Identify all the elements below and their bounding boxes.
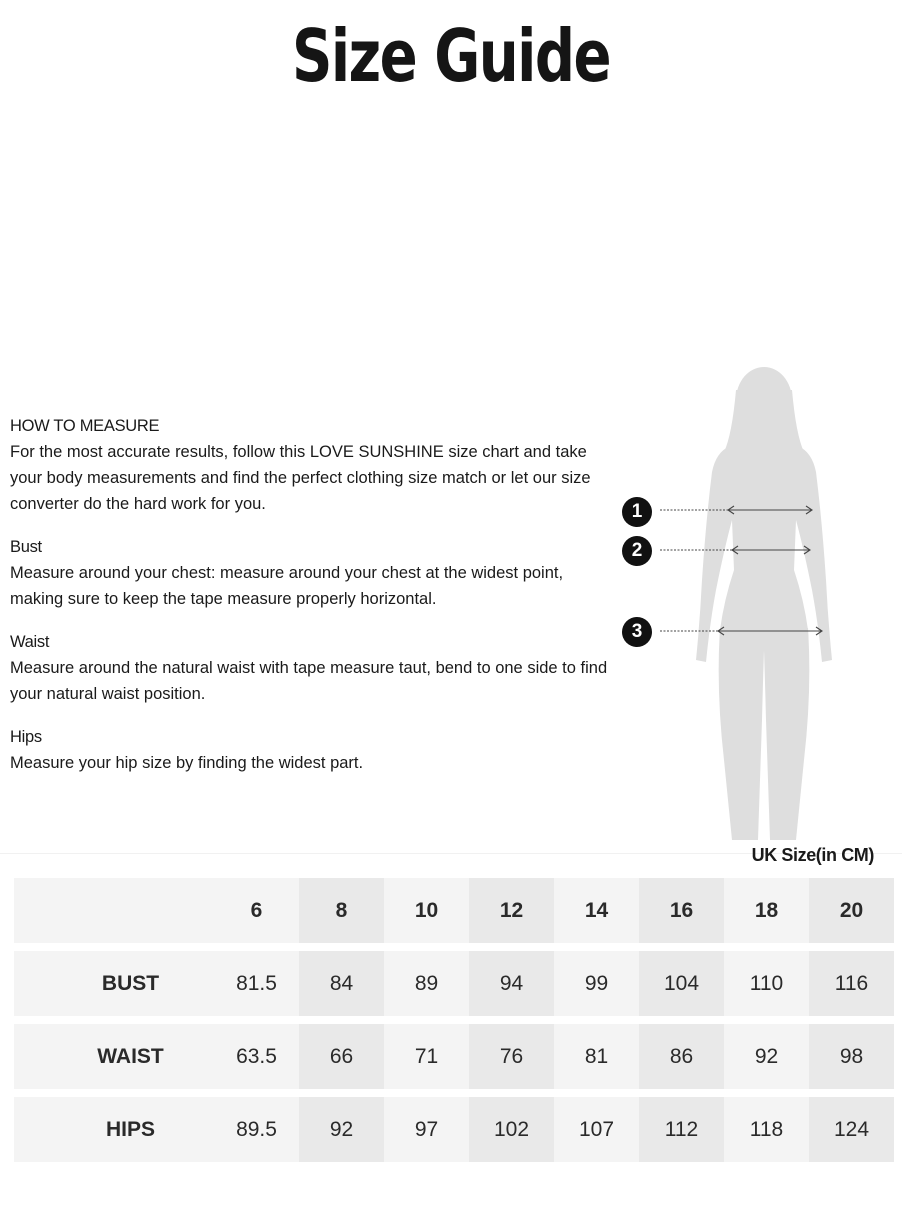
size-header: 18 xyxy=(724,878,809,943)
section-text: Measure around the natural waist with tape measure taut, bend to one side to find your natural waist position. xyxy=(10,659,608,703)
measurement-figure xyxy=(612,360,872,860)
table-cell: 89.5 xyxy=(214,1097,299,1162)
table-row-waist xyxy=(14,1024,894,1089)
size-header: 14 xyxy=(554,878,639,943)
page-title: Size Guide xyxy=(291,14,611,98)
corner-cell xyxy=(14,878,214,943)
table-cell: 99 xyxy=(554,951,639,1016)
table-cell: 98 xyxy=(809,1024,894,1089)
table-cell: 102 xyxy=(469,1097,554,1162)
table-cell: 86 xyxy=(639,1024,724,1089)
unit-label: UK Size(in CM) xyxy=(751,845,874,865)
size-header: 16 xyxy=(639,878,724,943)
section-heading: Bust xyxy=(10,538,42,556)
table-cell: 84 xyxy=(299,951,384,1016)
table-row-hips xyxy=(14,1097,894,1162)
table-cell: 63.5 xyxy=(214,1024,299,1089)
size-table xyxy=(14,870,894,1170)
table-cell: 92 xyxy=(299,1097,384,1162)
table-cell: 118 xyxy=(724,1097,809,1162)
row-label: WAIST xyxy=(14,1024,214,1089)
size-header: 6 xyxy=(214,878,299,943)
table-row-bust xyxy=(14,951,894,1016)
guide-section-bust xyxy=(10,534,610,612)
guide-section-waist xyxy=(10,629,610,707)
section-text: Measure your hip size by finding the widest part. xyxy=(10,754,364,772)
row-label: BUST xyxy=(14,951,214,1016)
table-cell: 116 xyxy=(809,951,894,1016)
size-header: 10 xyxy=(384,878,469,943)
table-cell: 107 xyxy=(554,1097,639,1162)
table-cell: 76 xyxy=(469,1024,554,1089)
table-cell: 110 xyxy=(724,951,809,1016)
marker-1: 1 xyxy=(622,497,652,527)
guide-section-hips xyxy=(10,724,610,776)
body-silhouette-icon xyxy=(612,360,872,860)
size-header: 12 xyxy=(469,878,554,943)
table-cell: 112 xyxy=(639,1097,724,1162)
section-text: Measure around your chest: measure around your chest at the widest point, making sure to keep the tape measure properly horizontal. xyxy=(10,564,564,608)
section-heading: Waist xyxy=(10,633,50,651)
table-cell: 81 xyxy=(554,1024,639,1089)
section-heading: Hips xyxy=(10,728,42,746)
guide-heading: HOW TO MEASURE xyxy=(10,417,160,435)
row-label: HIPS xyxy=(14,1097,214,1162)
table-cell: 104 xyxy=(639,951,724,1016)
marker-3: 3 xyxy=(622,617,652,647)
size-header: 8 xyxy=(299,878,384,943)
guide-intro: For the most accurate results, follow this LOVE SUNSHINE size chart and take your body measurements and find the perfect clothing size match or let our size converter do the hard work for you. xyxy=(10,443,591,513)
table-cell: 92 xyxy=(724,1024,809,1089)
size-header-row xyxy=(14,878,894,943)
marker-2: 2 xyxy=(622,536,652,566)
table-cell: 66 xyxy=(299,1024,384,1089)
measure-guide xyxy=(10,413,610,776)
table-cell: 81.5 xyxy=(214,951,299,1016)
table-cell: 89 xyxy=(384,951,469,1016)
table-cell: 71 xyxy=(384,1024,469,1089)
table-cell: 97 xyxy=(384,1097,469,1162)
size-header: 20 xyxy=(809,878,894,943)
table-cell: 124 xyxy=(809,1097,894,1162)
table-cell: 94 xyxy=(469,951,554,1016)
